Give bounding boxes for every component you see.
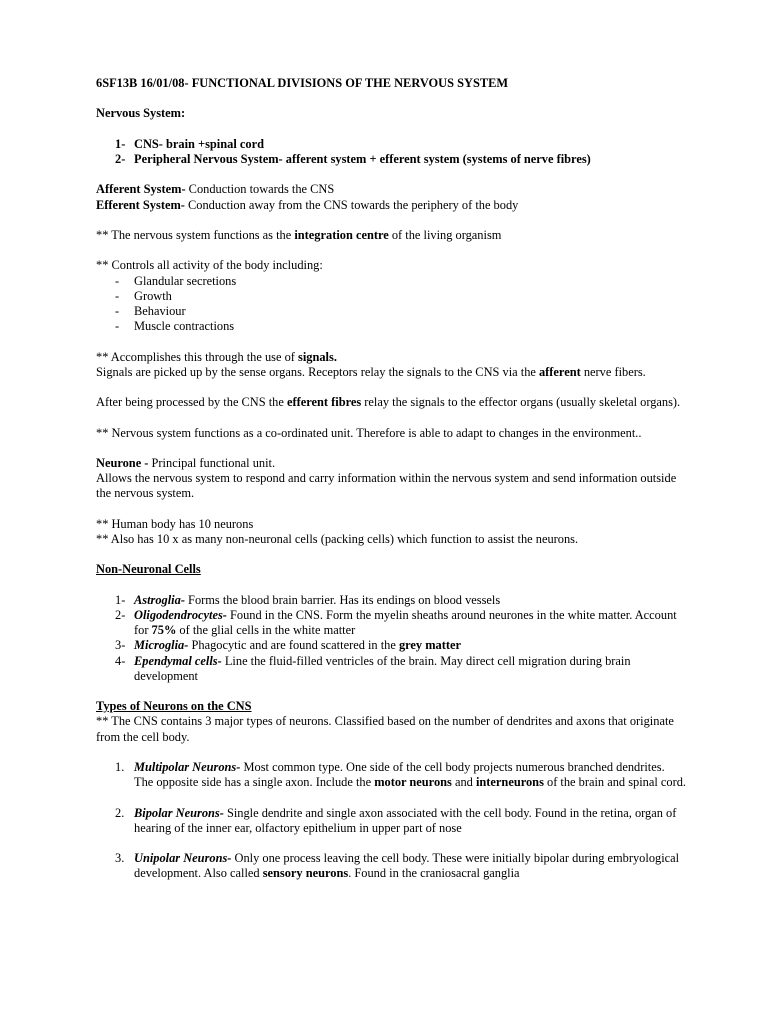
text-run: Line the fluid-filled ventricles of the brain. May direct cell migration during brain development [134, 653, 631, 683]
types-heading: Types of Neurons on the CNS [96, 699, 252, 714]
cell-term: Ependymal cells- [134, 653, 222, 668]
list-item [115, 274, 686, 289]
list-dash: - [115, 319, 120, 334]
signals-paragraph [96, 350, 686, 365]
list-item [115, 806, 686, 836]
non-neuronal-note: ** Also has 10 x as many non-neuronal cells (packing cells) which function to assist the neurons. [96, 531, 579, 546]
text-run: Only one process leaving the cell body. These were initially bipolar during embryological development. Also called [134, 851, 680, 881]
bold-run: afferent [538, 364, 581, 379]
processed-paragraph [96, 395, 686, 410]
non-neuronal-heading: Non-Neuronal Cells [96, 562, 201, 577]
list-number: 1. [115, 759, 125, 774]
list-text [134, 760, 686, 790]
afferent-definition [96, 182, 686, 197]
signals-relay-paragraph [96, 365, 686, 380]
divisions-list [96, 137, 686, 167]
integration-paragraph [96, 228, 686, 243]
bold-run: integration centre [294, 227, 389, 242]
list-item [115, 137, 686, 152]
text-run: nerve fibers. [580, 364, 646, 379]
list-item [115, 152, 686, 167]
bold-run: sensory neurons [262, 866, 349, 881]
neuron-term: Bipolar Neurons- [134, 805, 224, 820]
list-text: CNS- brain +spinal cord [134, 136, 264, 151]
bold-run: motor neurons [374, 775, 452, 790]
list-text: Growth [134, 288, 172, 303]
list-text [134, 851, 686, 881]
bold-run: efferent fibres [286, 395, 362, 410]
cell-term: Microglia- [134, 638, 189, 653]
list-text: Muscle contractions [134, 319, 235, 334]
text-run: of the glial cells in the white matter [176, 623, 356, 638]
list-item [115, 319, 686, 334]
neuron-term: Multipolar Neurons- [134, 759, 241, 774]
list-text [134, 608, 686, 638]
list-text [134, 654, 686, 684]
list-text: Glandular secretions [134, 273, 237, 288]
types-intro: ** The CNS contains 3 major types of neurons. Classified based on the number of dendrites and axons that originate from the cell body. [96, 714, 674, 744]
list-dash: - [115, 303, 120, 318]
list-item [115, 638, 686, 653]
text-run: Found in the CNS. Form the myelin sheaths around neurones in the white matter. Account for [134, 607, 677, 638]
coordinated-paragraph: ** Nervous system functions as a co-ordinated unit. Therefore is able to adapt to changes in the environment.. [96, 425, 642, 440]
nervous-system-heading: Nervous System: [96, 106, 186, 121]
list-text [134, 638, 686, 653]
list-item [115, 608, 686, 638]
text-run: Forms the blood brain barrier. Has its endings on blood vessels [184, 592, 501, 607]
cell-term: Oligodendrocytes- [134, 607, 227, 622]
text-run: . Found in the craniosacral ganglia [348, 866, 520, 881]
list-text: Peripheral Nervous System- afferent system + efferent system (systems of nerve fibres) [134, 151, 591, 166]
text-run: of the living organism [388, 227, 502, 242]
list-dash: - [115, 288, 120, 303]
list-number: 2. [115, 805, 125, 820]
neurone-def: Principal functional unit. [148, 455, 276, 470]
cell-term: Astroglia- [134, 592, 185, 607]
list-number: 4- [115, 653, 126, 668]
list-number: 3- [115, 638, 126, 653]
neurone-definition [96, 456, 686, 471]
bold-run: signals. [298, 349, 337, 364]
list-item [115, 760, 686, 790]
text-run: Single dendrite and single axon associated with the cell body. Found in the retina, organ of hearing of the inner ear, olfactory epithelium in upper part of nose [134, 805, 677, 835]
bold-run: interneurons [475, 775, 544, 790]
list-number: 1- [115, 136, 126, 151]
document-page [96, 76, 686, 882]
bold-run: 75% [151, 623, 177, 638]
text-run: After being processed by the CNS the [96, 395, 287, 410]
list-number: 2- [115, 151, 126, 166]
list-item [115, 289, 686, 304]
list-number: 3. [115, 851, 125, 866]
bold-run: grey matter [398, 638, 461, 653]
controls-list [96, 274, 686, 335]
text-run: Signals are picked up by the sense organs. Receptors relay the signals to the CNS via the [96, 364, 539, 379]
efferent-term: Efferent System- [96, 197, 185, 212]
list-text [134, 806, 686, 836]
text-run: ** The nervous system functions as the [96, 227, 295, 242]
neurone-term: Neurone - [96, 455, 149, 470]
list-text: Behaviour [134, 303, 186, 318]
text-run: ** Accomplishes this through the use of [96, 349, 299, 364]
neuron-term: Unipolar Neurons- [134, 851, 232, 866]
list-item [115, 304, 686, 319]
list-item [115, 593, 686, 608]
afferent-def: Conduction towards the CNS [185, 182, 335, 197]
text-run: Phagocytic and are found scattered in the [188, 638, 399, 653]
list-number: 1- [115, 592, 126, 607]
non-neuronal-list [96, 593, 686, 684]
list-item [115, 654, 686, 684]
document-title: 6SF13B 16/01/08- FUNCTIONAL DIVISIONS OF THE NERVOUS SYSTEM [96, 76, 509, 90]
text-run: Most common type. One side of the cell body projects numerous branched dendrites. The opposite side has a single axon. Include the [134, 759, 665, 790]
neurone-description: Allows the nervous system to respond and carry information within the nervous system and send information outside the nervous system. [96, 471, 677, 501]
text-run: relay the signals to the effector organs (usually skeletal organs). [361, 395, 681, 410]
list-dash: - [115, 273, 120, 288]
human-body-note: ** Human body has 10 neurons [96, 516, 254, 531]
list-text [134, 593, 686, 608]
list-number: 2- [115, 607, 126, 622]
afferent-term: Afferent System- [96, 182, 186, 197]
controls-intro: ** Controls all activity of the body including: [96, 258, 323, 273]
efferent-def: Conduction away from the CNS towards the periphery of the body [184, 197, 519, 212]
list-item [115, 851, 686, 881]
text-run: of the brain and spinal cord. [543, 775, 687, 790]
efferent-definition [96, 198, 686, 213]
text-run: and [451, 775, 476, 790]
neuron-types-list [96, 760, 686, 882]
